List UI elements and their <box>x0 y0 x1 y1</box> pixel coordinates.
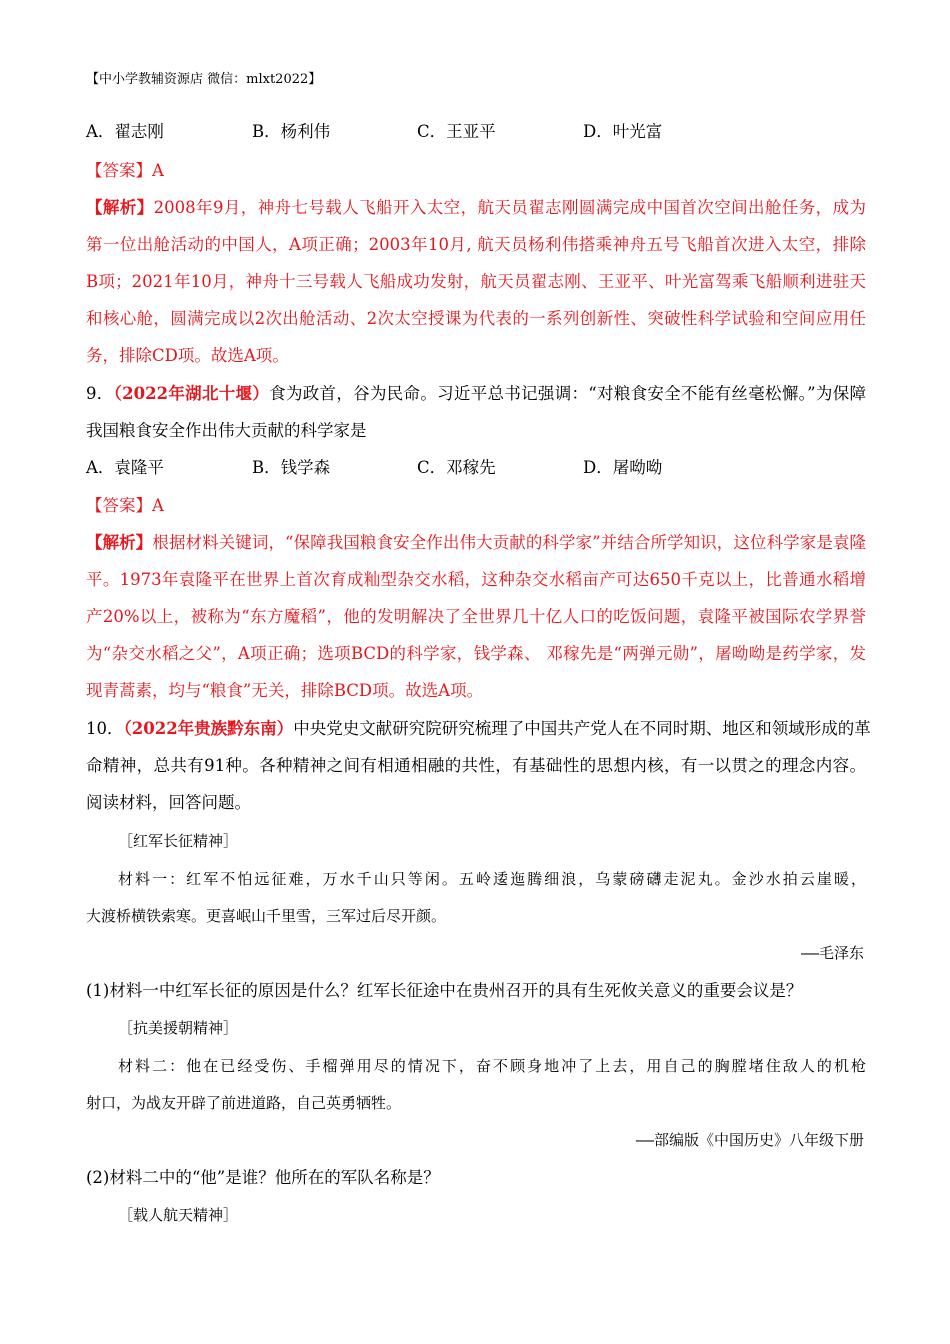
material-2-line-1: 材料二：他在已经受伤、手榴弹用尽的情况下，奋不顾身地冲了上去，用自己的胸膛堵住敌人的机枪 <box>118 1057 866 1075</box>
q10-sub-question-2: (2)材料二中的“他”是谁？他所在的军队名称是？ <box>86 1168 440 1187</box>
q8-analysis-label: 【解析】 <box>86 198 154 217</box>
q9-analysis-label: 【解析】 <box>86 533 153 552</box>
q10-number: 10． <box>86 719 124 738</box>
q9-options <box>86 458 866 478</box>
section-title-manned-spaceflight: ［载人航天精神］ <box>118 1206 239 1224</box>
q9-option-d: D．屠呦呦 <box>583 458 663 477</box>
q8-analysis-line-5: 务，排除CD项。故选A项。 <box>86 346 289 365</box>
q10-stem-line-3: 阅读材料，回答问题。 <box>86 793 251 812</box>
material-2-line-2: 射口，为战友开辟了前进道路，自己英勇牺牲。 <box>86 1094 402 1112</box>
q8-option-c: C．王亚平 <box>417 122 496 141</box>
q8-option-b: B．杨利伟 <box>252 122 331 141</box>
q9-analysis-line-1 <box>86 533 866 553</box>
q8-options <box>86 122 866 142</box>
q9-option-c: C．邓稼先 <box>417 458 496 477</box>
q8-answer: 【答案】A <box>86 161 164 180</box>
section-title-red-army: ［红军长征精神］ <box>118 832 239 850</box>
q9-analysis-line-2: 平。1973年袁隆平在世界上首次育成籼型杂交水稻，这种杂交水稻亩产可达650千克以上，比普通水稻增 <box>86 570 866 589</box>
q10-stem-text-1: 中央党史文献研究院研究梳理了中国共产党人在不同时期、地区和领域形成的革 <box>293 719 871 738</box>
q9-analysis-line-5: 现青蒿素，均与“粮食”无关，排除BCD项。故选A项。 <box>86 681 484 700</box>
q9-analysis-text-1: 根据材料关键词，“保障我国粮食安全作出伟大贡献的科学家”并结合所学知识，这位科学家是袁隆 <box>152 533 867 552</box>
page-header: 【中小学教辅资源店 微信：mlxt2022】 <box>86 72 322 87</box>
q10-stem-line-2: 命精神，总共有91种。各种精神之间有相通相融的共性，有基础性的思想内核，有一以贯之的理念内容。 <box>86 756 866 775</box>
material-1-attribution: ——毛泽东 <box>800 944 864 962</box>
material-1-line-1: 材料一：红军不怕远征难，万水千山只等闲。五岭逶迤腾细浪，乌蒙磅礴走泥丸。金沙水拍云崖暖， <box>118 870 866 888</box>
q8-option-a: A．翟志刚 <box>86 122 164 141</box>
q9-analysis-line-3: 产20%以上，被称为“东方魔稻”，他的发明解决了全世界几十亿人口的吃饭问题，袁隆平被国际农学界誉 <box>86 607 866 626</box>
q8-analysis-line-1 <box>86 198 866 218</box>
q9-stem-line-2: 我国粮食安全作出伟大贡献的科学家是 <box>86 421 367 440</box>
q9-stem-line-1 <box>86 384 866 404</box>
q9-answer: 【答案】A <box>86 496 164 515</box>
q10-source: （2022年贵族黔东南） <box>123 719 294 738</box>
material-2-attribution: ——部编版《中国历史》八年级下册 <box>635 1131 864 1149</box>
q9-number: 9． <box>86 384 114 403</box>
q8-analysis-text-1: 2008年9月，神舟七号载人飞船开入太空，航天员翟志刚圆满完成中国首次空间出舱任务，成为 <box>153 198 866 217</box>
q8-analysis-line-2: 第一位出舱活动的中国人，A项正确；2003年10月, 航天员杨利伟搭乘神舟五号飞船首次进入太空，排除 <box>86 235 866 254</box>
q10-stem-line-1 <box>86 719 871 739</box>
q9-option-b: B．钱学森 <box>252 458 331 477</box>
q8-option-d: D．叶光富 <box>583 122 663 141</box>
section-title-resist-us-aid-korea: ［抗美援朝精神］ <box>118 1019 239 1037</box>
q10-sub-question-1: (1)材料一中红军长征的原因是什么？红军长征途中在贵州召开的具有生死攸关意义的重要会议是？ <box>86 981 803 1000</box>
q9-analysis-line-4: 为“杂交水稻之父”，A项正确；选项BCD的科学家，钱学森、 邓稼先是“两弹元勋”，屠呦呦是药学家，发 <box>86 644 866 663</box>
q9-stem-text-1: 食为政首，谷为民命。习近平总书记强调：“对粮食安全不能有丝毫松懈。”为保障 <box>269 384 866 403</box>
q8-analysis-line-4: 和核心舱，圆满完成以2次出舱活动、2次太空授课为代表的一系列创新性、突破性科学试验和空间应用任 <box>86 309 866 328</box>
q9-source: （2022年湖北十堰） <box>113 384 270 403</box>
material-1-line-2: 大渡桥横铁索寒。更喜岷山千里雪，三军过后尽开颜。 <box>86 907 447 925</box>
q8-analysis-line-3: B项；2021年10月，神舟十三号载人飞船成功发射，航天员翟志刚、王亚平、叶光富驾乘飞船顺利进驻天 <box>86 272 866 291</box>
q9-option-a: A．袁隆平 <box>86 458 164 477</box>
